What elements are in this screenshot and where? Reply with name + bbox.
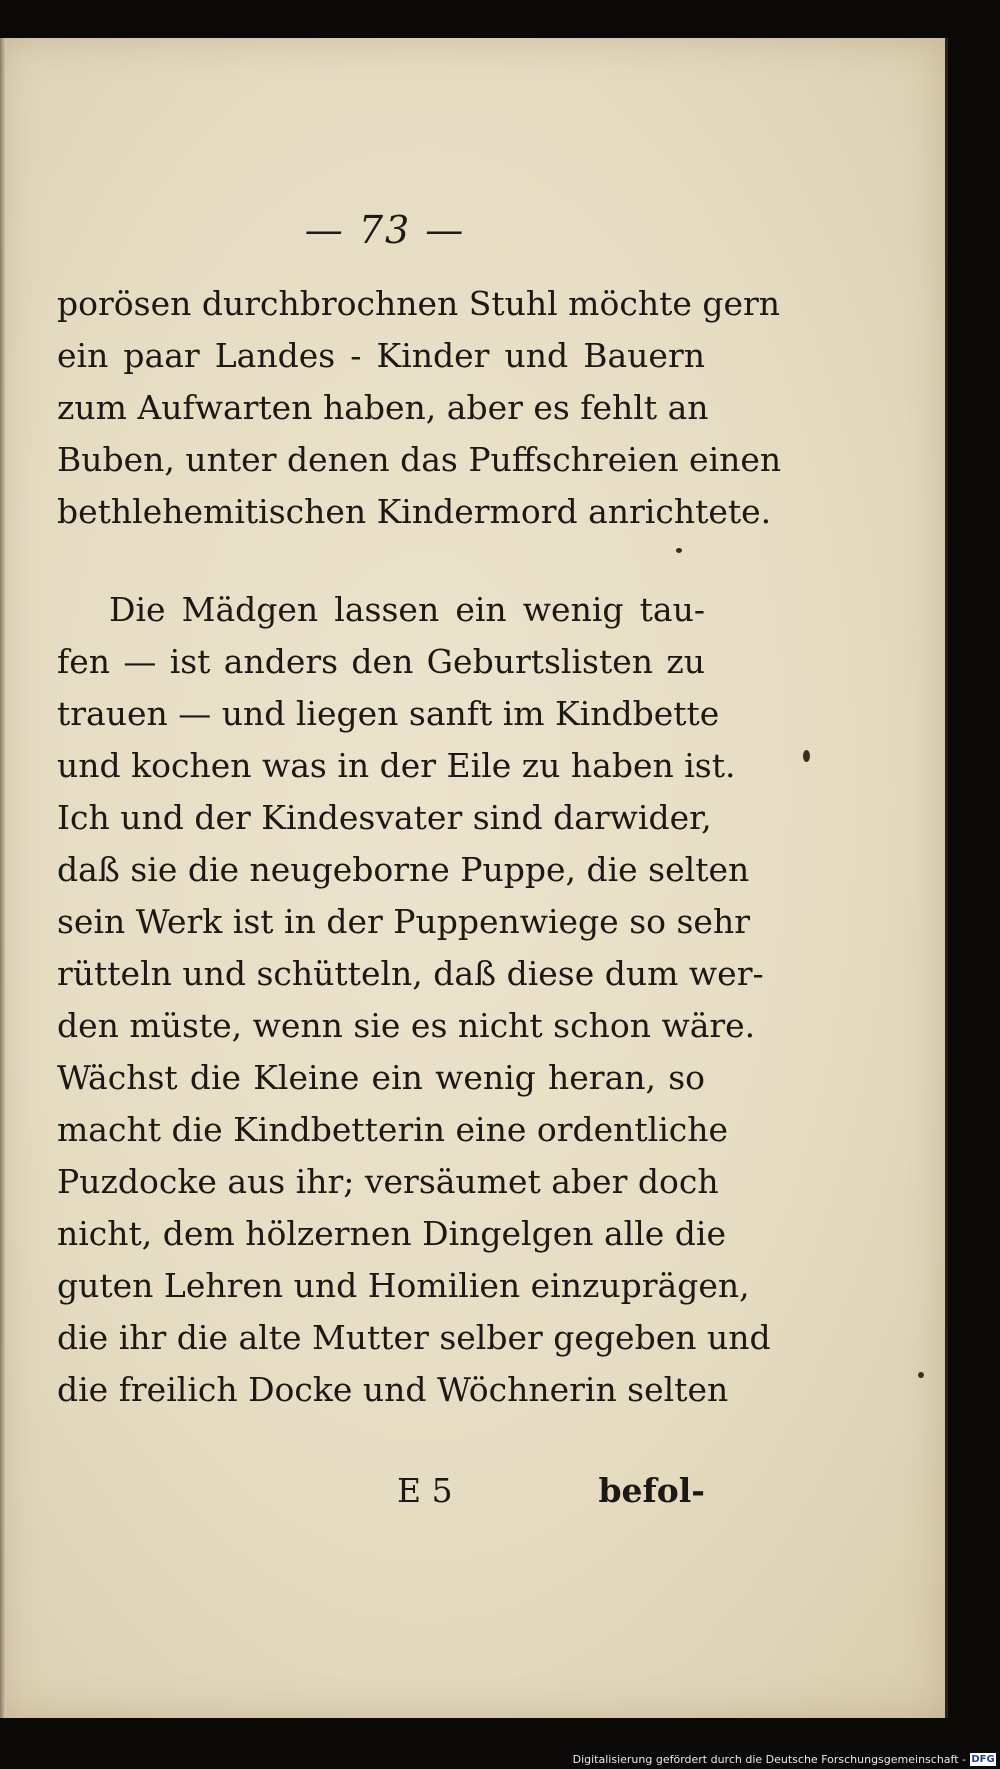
text-line: Ich und der Kindesvater sind darwider, — [57, 798, 712, 837]
text-line: die ihr die alte Mutter selber gegeben und — [57, 1318, 771, 1357]
paragraph-gap — [57, 538, 705, 584]
ink-speck — [918, 1372, 924, 1378]
footer-bar — [0, 1747, 1000, 1769]
text-line: nicht, dem hölzernen Dingelgen alle die — [57, 1214, 726, 1253]
text-line: zum Aufwarten haben, aber es fehlt an — [57, 388, 709, 427]
text-line: den müste, wenn sie es nicht schon wäre. — [57, 1006, 756, 1045]
text-line: ein paar Landes - Kinder und Bauern — [57, 336, 705, 375]
text-line: guten Lehren und Homilien einzuprägen, — [57, 1266, 750, 1305]
text-line: Buben, unter denen das Puffschreien einen — [57, 440, 782, 479]
text-line: macht die Kindbetterin eine ordentliche — [57, 1110, 729, 1149]
text-line: rütteln und schütteln, daß diese dum wer- — [57, 954, 764, 993]
text-line: sein Werk ist in der Puppenwiege so sehr — [57, 902, 750, 941]
page-footer — [57, 1465, 705, 1517]
text-line: Puzdocke aus ihr; versäumet aber doch — [57, 1162, 719, 1201]
text-line: Die Mädgen lassen ein wenig tau- — [109, 590, 705, 629]
digitization-credit: Digitalisierung gefördert durch die Deutsche Forschungsgemeinschaft - — [572, 1753, 966, 1766]
text-line: die freilich Docke und Wöchnerin selten — [57, 1370, 729, 1409]
text-line: daß sie die neugeborne Puppe, die selten — [57, 850, 750, 889]
body-text — [57, 278, 782, 1416]
text-line: und kochen was in der Eile zu haben ist. — [57, 746, 736, 785]
signature-mark: E 5 — [397, 1471, 453, 1510]
text-line: bethlehemitischen Kindermord anrichtete. — [57, 492, 772, 531]
dfg-logo: DFG — [971, 1754, 995, 1765]
text-line: Wächst die Kleine ein wenig heran, so — [57, 1058, 705, 1097]
page-gutter-edge — [0, 38, 6, 1718]
page-number: — 73 — — [304, 208, 466, 252]
text-line: porösen durchbrochnen Stuhl möchte gern — [57, 284, 781, 323]
ink-speck — [676, 548, 682, 553]
text-line: fen — ist anders den Geburtslisten zu — [57, 642, 705, 681]
catchword: befol- — [598, 1471, 705, 1510]
ink-speck — [803, 750, 810, 762]
text-line: trauen — und liegen sanft im Kindbette — [57, 694, 720, 733]
